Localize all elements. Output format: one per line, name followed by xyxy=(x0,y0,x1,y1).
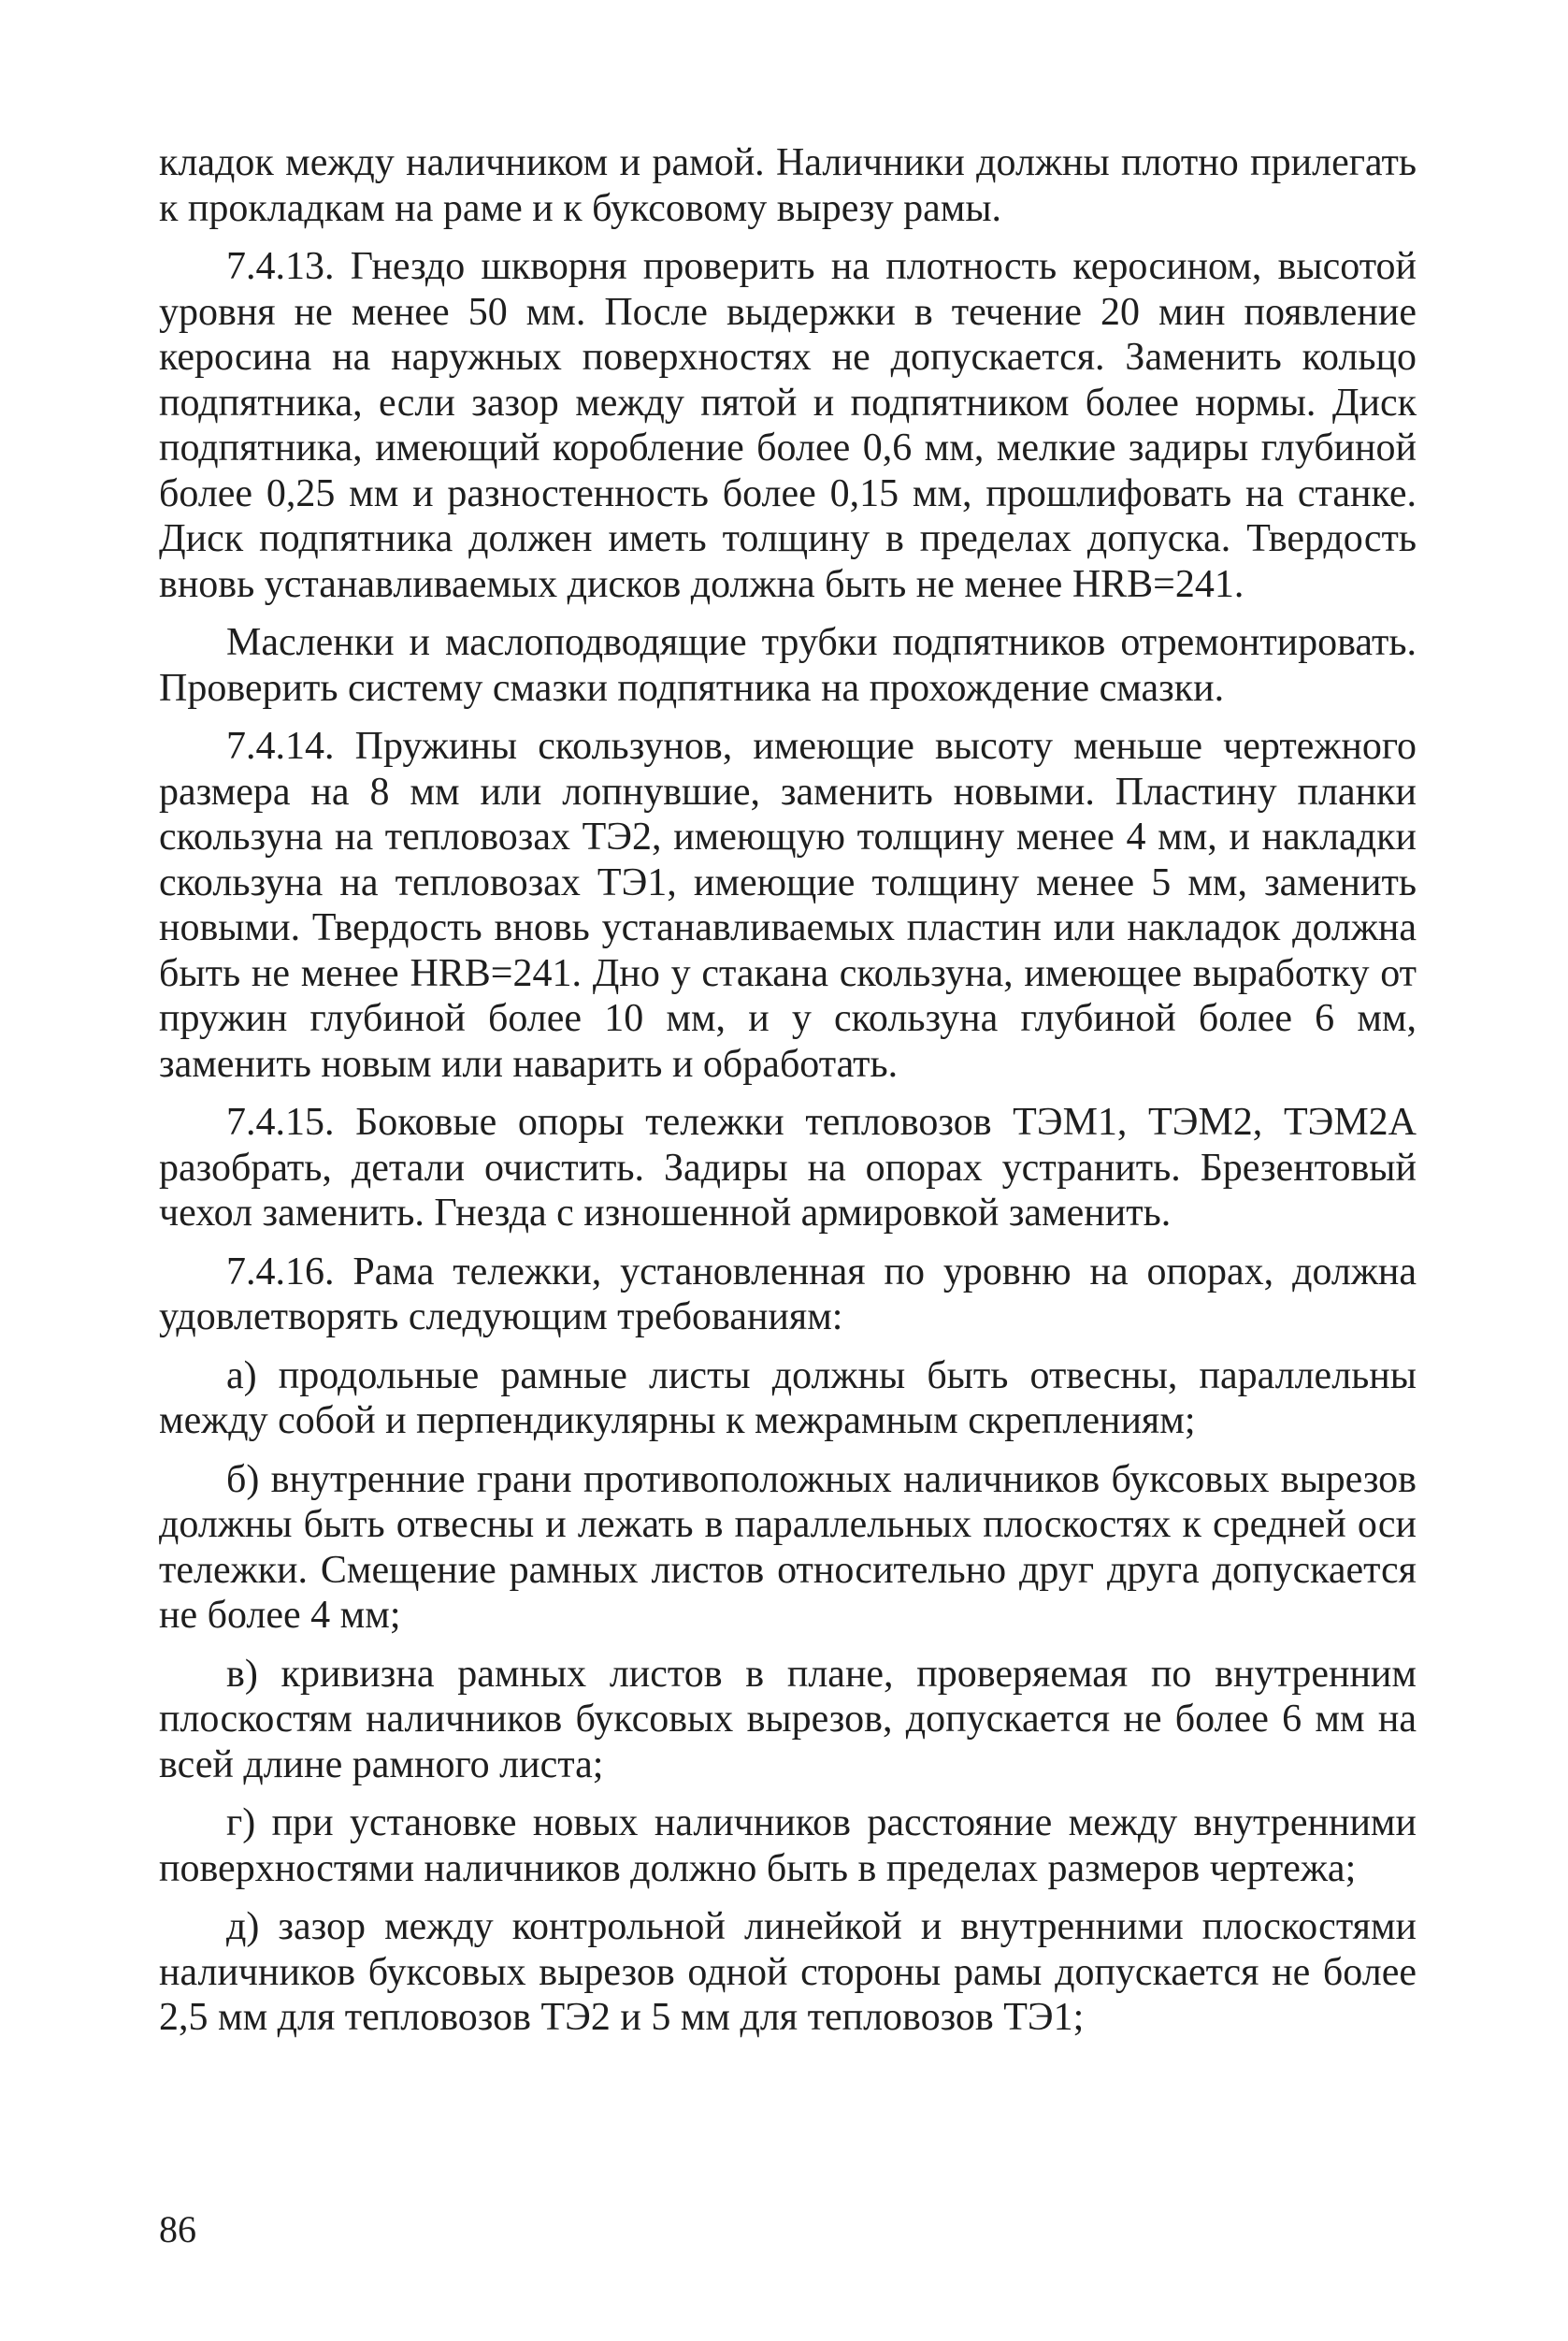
list-item-d: д) зазор между контрольной линейкой и внутренними плоскостями наличников буксовых вырезов одной стороны рамы допускается не более 2,5 мм для тепловозов ТЭ2 и 5 мм для тепловозов ТЭ1; xyxy=(159,1905,1417,2039)
paragraph-7-4-16: 7.4.16. Рама тележки, установленная по уровню на опорах, должна удовлетворять следующим требованиям: xyxy=(159,1250,1417,1338)
paragraph-continuation: кладок между наличником и рамой. Наличники должны плотно прилегать к прокладкам на раме и к буксовому вырезу рамы. xyxy=(159,141,1417,230)
paragraph-7-4-14: 7.4.14. Пружины скользунов, имеющие высоту меньше чертежного размера на 8 мм или лопнувшие, заменить новыми. Пластину планки скользуна на тепловозах ТЭ2, имеющую толщину менее 4 мм, и накладки скользуна на тепловозах ТЭ1, имеющие толщину менее 5 мм, заменить новыми. Твердость вновь устанавливаемых пластин или накладок должна быть не менее HRB=241. Дно у стакана скользуна, имеющее выработку от пружин глубиной более 10 мм, и у скользуна глубиной более 6 мм, заменить новым или наварить и обработать. xyxy=(159,725,1417,1086)
list-item-a: а) продольные рамные листы должны быть отвесны, параллельны между собой и перпендикулярны к межрамным скреплениям; xyxy=(159,1353,1417,1442)
list-item-b: б) внутренние грани противоположных наличников буксовых вырезов должны быть отвесны и лежать в параллельных плоскостях к средней оси тележки. Смещение рамных листов относительно друг друга допускается не более 4 мм; xyxy=(159,1457,1417,1637)
page-number: 86 xyxy=(159,2208,196,2250)
paragraph-7-4-15: 7.4.15. Боковые опоры тележки тепловозов ТЭМ1, ТЭМ2, ТЭМ2А разобрать, детали очистить. Задиры на опорах устранить. Брезентовый чехол заменить. Гнезда с изношенной армировкой заменить. xyxy=(159,1101,1417,1235)
paragraph-oilers: Масленки и маслоподводящие трубки подпятников отремонтировать. Проверить систему смазки подпятника на прохождение смазки. xyxy=(159,621,1417,710)
list-item-g: г) при установке новых наличников расстояние между внутренними поверхностями наличников должно быть в пределах размеров чертежа; xyxy=(159,1801,1417,1890)
list-item-v: в) кривизна рамных листов в плане, проверяемая по внутренним плоскостям наличников буксовых вырезов, допускается не более 6 мм на всей длине рамного листа; xyxy=(159,1652,1417,1786)
paragraph-7-4-13: 7.4.13. Гнездо шкворня проверить на плотность керосином, высотой уровня не менее 50 мм. После выдержки в течение 20 мин появление керосина на наружных поверхностях не допускается. Заменить кольцо подпятника, если зазор между пятой и подпятником более нормы. Диск подпятника, имеющий коробление более 0,6 мм, мелкие задиры глубиной более 0,25 мм и разностенность более 0,15 мм, прошлифовать на станке. Диск подпятника должен иметь толщину в пределах допуска. Твердость вновь устанавливаемых дисков должна быть не менее HRB=241. xyxy=(159,245,1417,606)
page-text xyxy=(159,140,1417,2054)
